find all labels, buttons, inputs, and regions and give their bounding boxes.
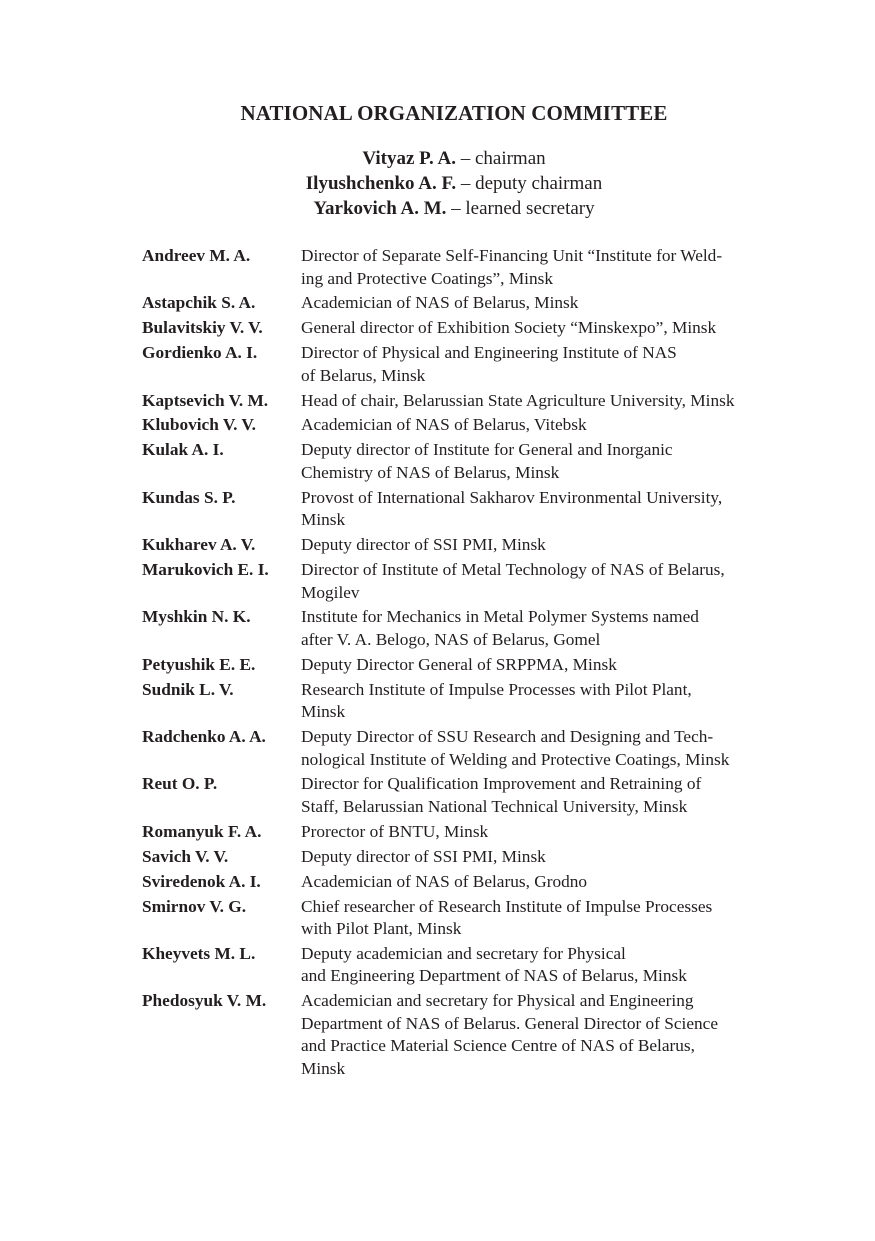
member-name: Romanyuk F. A. (142, 821, 262, 841)
member-row (142, 559, 782, 604)
member-name: Petyushik E. E. (142, 654, 256, 674)
member-name: Astapchik S. A. (142, 293, 256, 313)
member-description: Academician of NAS of Belarus, Minsk (301, 293, 579, 313)
officer-role: – deputy chairman (456, 173, 603, 194)
page-title: NATIONAL ORGANIZATION COMMITTEE (240, 101, 668, 125)
officer-name: Ilyushchenko A. F. (305, 173, 457, 194)
member-description: Deputy Director of SSU Research and Designing and Tech- nological Institute of Welding and Protective Coatings, Minsk (301, 727, 730, 769)
member-description: Research Institute of Impulse Processes with Pilot Plant, Minsk (301, 679, 692, 722)
member-name: Phedosyuk V. M. (142, 991, 267, 1011)
member-description: Deputy director of SSI PMI, Minsk (301, 846, 546, 866)
officer-role: – learned secretary (446, 198, 595, 219)
member-description: Deputy academician and secretary for Physical and Engineering Department of NAS of Belarus, Minsk (301, 943, 687, 986)
member-description: Deputy director of SSI PMI, Minsk (301, 535, 546, 555)
member-name: Bulavitskiy V. V. (142, 318, 263, 338)
member-description: Institute for Mechanics in Metal Polymer Systems named after V. A. Belogo, NAS of Belarus, Gomel (301, 607, 699, 649)
member-row (142, 821, 782, 844)
member-name: Sviredenok A. I. (142, 871, 261, 891)
member-row (142, 245, 782, 290)
member-row (142, 606, 782, 651)
members-list (142, 245, 782, 1083)
member-name: Kaptsevich V. M. (142, 390, 269, 410)
member-description: Chief researcher of Research Institute of Impulse Processes with Pilot Plant, Minsk (301, 896, 713, 939)
member-name: Andreev M. A. (142, 246, 251, 265)
member-description: Deputy Director General of SRPPMA, Minsk (301, 654, 617, 674)
member-description: Head of chair, Belarussian State Agriculture University, Minsk (301, 390, 735, 410)
officer-role: – chairman (455, 148, 546, 169)
member-description: Academician of NAS of Belarus, Vitebsk (301, 415, 587, 435)
member-name: Reut O. P. (142, 774, 218, 794)
member-description: Academician and secretary for Physical and Engineering Department of NAS of Belarus. General Director of Science and Practice Material Science Centre of NAS of Belarus, Minsk (301, 991, 718, 1078)
member-description: Provost of International Sakharov Environmental University, Minsk (301, 487, 723, 530)
member-row (142, 342, 782, 387)
member-name: Klubovich V. V. (142, 415, 256, 435)
officer-name: Vityaz P. A. (362, 148, 456, 169)
member-row (142, 292, 782, 315)
member-row (142, 654, 782, 677)
member-name: Radchenko A. A. (142, 727, 266, 747)
member-row (142, 773, 782, 818)
member-name: Kulak A. I. (142, 440, 224, 460)
member-row (142, 846, 782, 869)
member-name: Kheyvets M. L. (142, 943, 256, 963)
member-row (142, 534, 782, 557)
member-name: Gordienko A. I. (142, 343, 258, 363)
member-row (142, 390, 782, 413)
member-name: Savich V. V. (142, 846, 229, 866)
member-row (142, 726, 782, 771)
member-description: Prorector of BNTU, Minsk (301, 821, 489, 841)
member-description: Deputy director of Institute for General and Inorganic Chemistry of NAS of Belarus, Minsk (301, 440, 673, 482)
member-row (142, 439, 782, 484)
member-name: Marukovich E. I. (142, 560, 269, 580)
member-name: Kundas S. P. (142, 487, 236, 507)
member-row (142, 487, 782, 532)
member-row (142, 317, 782, 340)
member-name: Sudnik L. V. (142, 679, 234, 699)
officer-chairman (0, 146, 875, 171)
member-row (142, 414, 782, 437)
member-row (142, 679, 782, 724)
member-description: General director of Exhibition Society “Minskexpo”, Minsk (301, 318, 717, 338)
member-row (142, 943, 782, 988)
member-name: Myshkin N. K. (142, 607, 251, 627)
member-name: Smirnov V. G. (142, 896, 247, 916)
member-description: Director for Qualification Improvement and Retraining of Staff, Belarussian National Technical University, Minsk (301, 774, 702, 816)
member-description: Academician of NAS of Belarus, Grodno (301, 871, 588, 891)
officer-learned-secretary (0, 196, 875, 221)
officer-deputy-chairman (0, 171, 875, 196)
member-row (142, 871, 782, 894)
officer-name: Yarkovich A. M. (313, 198, 447, 219)
officers-list (0, 146, 875, 221)
member-description: Director of Physical and Engineering Institute of NAS of Belarus, Minsk (301, 343, 677, 385)
member-description: Director of Separate Self-Financing Unit “Institute for Weld- ing and Protective Coatings”, Minsk (301, 246, 723, 288)
member-description: Director of Institute of Metal Technology of NAS of Belarus, Mogilev (301, 560, 725, 602)
member-row (142, 896, 782, 941)
member-name: Kukharev A. V. (142, 535, 256, 555)
member-row (142, 990, 782, 1080)
